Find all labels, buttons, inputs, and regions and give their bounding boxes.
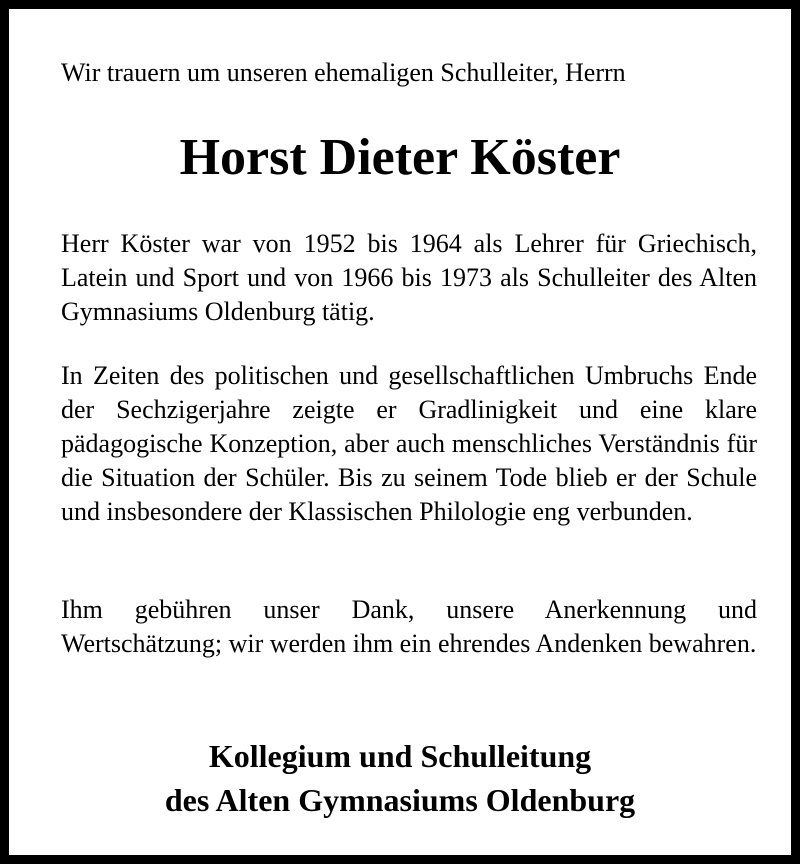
signature-line-1: Kollegium und Schulleitung <box>208 738 592 774</box>
signature-line-2: des Alten Gymnasiums Oldenburg <box>164 782 636 818</box>
paragraph-thanks: Ihm gebühren unser Dank, unsere Anerkennung und Wertschätzung; wir werden ihm ein ehrendes Andenken bewahren. <box>61 595 757 658</box>
intro-line: Wir trauern um unseren ehemaligen Schulleiter, Herrn <box>61 58 626 87</box>
paragraph-career: Herr Köster war von 1952 bis 1964 als Lehrer für Griechisch, Latein und Sport und von 1966 bis 1973 als Schulleiter des Alten Gymnasiums Oldenburg tätig. <box>61 229 757 326</box>
deceased-name: Horst Dieter Köster <box>179 129 621 186</box>
paragraph-character: In Zeiten des politischen und gesellschaftlichen Umbruchs Ende der Sechzigerjahre zeigte er Gradlinigkeit und eine klare pädagogische Konzeption, aber auch menschliches Verständnis für die Situation der Schüler. Bis zu seinem Tode blieb er der Schule und insbesondere der Klassischen Philologie eng verbunden. <box>61 361 757 526</box>
